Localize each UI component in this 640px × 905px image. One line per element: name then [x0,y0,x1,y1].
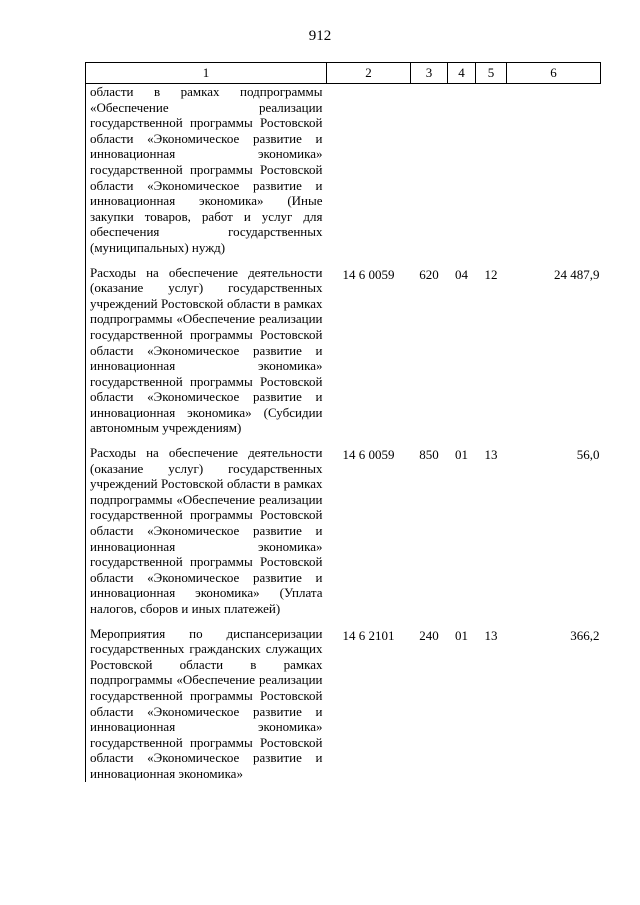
column-header-3: 3 [411,63,448,84]
row-subsection [476,84,507,256]
column-header-1: 1 [86,63,327,84]
row-sum: 56,0 [576,447,600,463]
row-target-code: 14 6 0059 [342,266,395,282]
table-row [86,84,601,256]
column-header-5: 5 [476,63,507,84]
row-description: области в рамках подпрограммы «Обеспечение реализации государственной программы Ростовской области «Экономическое развитие и инновационная экономика» государственной программы Ростовской области «Экономическое развитие и инновационная экономика» (Иные закупки товаров, работ и услуг для обеспечения государственных (муниципальных) нужд) [86,84,327,256]
row-description: Расходы на обеспечение деятельности (оказание услуг) государственных учреждений Ростовской области в рамках подпрограммы «Обеспечение реализации государственной программы Ростовской области «Экономическое развитие и инновационная экономика» государственной программы Ростовской области «Экономическое развитие и инновационная экономика» (Уплата налогов, сборов и иных платежей) [86,445,327,617]
row-subsection: 13 [484,447,498,463]
table-header-row [86,63,601,84]
column-header-4: 4 [448,63,476,84]
column-header-6: 6 [507,63,601,84]
table-row [86,626,601,782]
row-description: Мероприятия по диспансеризации государственных гражданских служащих Ростовской области в рамках подпрограммы «Обеспечение реализации государственной программы Ростовской области «Экономическое развитие и инновационная экономика» государственной программы Ростовской области «Экономическое развитие и инновационная экономика» [86,626,327,782]
page-number: 912 [308,28,332,44]
row-section [448,84,476,256]
row-target-code: 14 6 0059 [342,447,395,463]
row-section: 04 [455,266,468,282]
row-description: Расходы на обеспечение деятельности (оказание услуг) государственных учреждений Ростовской области в рамках подпрограммы «Обеспечение реализации государственной программы Ростовской области «Экономическое развитие и инновационная экономика» государственной программы Ростовской области «Экономическое развитие и инновационная экономика» (Субсидии автономным учреждениям) [86,265,327,437]
table-row [86,265,601,437]
budget-table [85,62,601,782]
row-section: 01 [455,447,468,463]
row-sum: 24 487,9 [554,266,600,282]
row-expense-type: 850 [419,447,439,463]
row-target-code: 14 6 2101 [342,627,395,643]
row-expense-type: 620 [419,266,439,282]
column-header-2: 2 [327,63,411,84]
row-expense-type [411,84,448,256]
table-row [86,445,601,617]
row-subsection: 12 [484,266,498,282]
row-subsection: 13 [484,627,498,643]
row-expense-type: 240 [419,627,439,643]
row-sum [507,84,601,256]
row-section: 01 [455,627,468,643]
row-sum: 366,2 [570,627,600,643]
row-target-code [327,84,411,256]
